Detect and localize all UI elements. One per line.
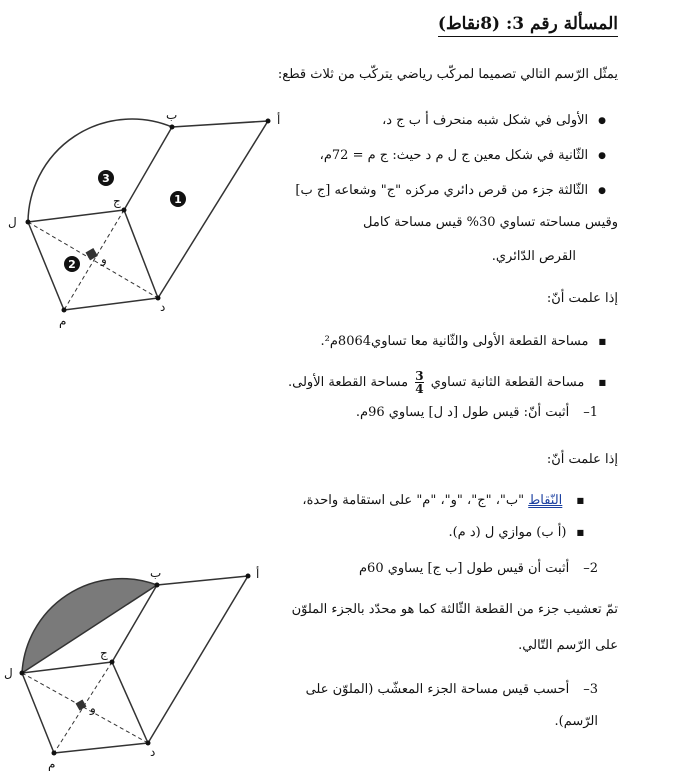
fraction: $\frac{3}{4}$ — [415, 369, 424, 396]
piece-3-item: ● الثّالثة جزء من قرص دائري مركزه "ج" وشعاعه [ج ب] — [295, 182, 606, 201]
fig2-ab — [157, 576, 248, 585]
fig1-lj — [28, 210, 124, 222]
fig1-diag-ld — [28, 222, 158, 298]
fig2-right-angle-mark — [76, 700, 87, 711]
fig2-label-w: و — [90, 701, 96, 715]
question-3-continuation: الرّسم). — [554, 714, 598, 729]
fig2-jd — [112, 662, 148, 743]
piece-3-continuation: وقيس مساحته تساوي 30% قيس مساحة كامل — [363, 215, 618, 230]
fig1-marker-1: 1 — [174, 193, 182, 206]
fig1-right-angle-mark — [86, 248, 98, 260]
fig1-label-m: م — [59, 314, 67, 328]
given-1-item-2: ■ مساحة القطعة الثانية تساوي $\frac{3}{4}$ مساحة القطعة الأولى. — [288, 370, 606, 395]
fig2-label-d: د — [150, 745, 156, 759]
fig2-label-l: ل — [4, 666, 13, 680]
fig2-ml — [22, 673, 54, 753]
fig1-bj — [124, 127, 172, 210]
fig1-label-l: ل — [8, 215, 17, 229]
question-1: 1–أثبت أنّ: قيس طول [د ل] يساوي 96م. — [355, 405, 598, 420]
given-2-label: إذا علمت أنّ: — [546, 452, 618, 467]
shading-description: تمّ تعشيب جزء من القطعة الثّالثة كما هو محدّد بالجزء الملوّن — [291, 602, 618, 617]
fig1-marker-2: 2 — [68, 258, 76, 271]
piece-3-continuation-2: القرص الدّائري. — [491, 249, 576, 264]
fig1-ad — [158, 121, 268, 298]
fig1-label-a: أ — [277, 113, 281, 127]
fig1-ab — [172, 121, 268, 127]
intro-text: يمثّل الرّسم التالي تصميما لمركّب رياضي يتركّب من ثلاث قطع: — [277, 67, 618, 82]
fig2-dm — [54, 743, 148, 753]
fig1-jd — [124, 210, 158, 298]
fig2-shaded-segment — [22, 579, 157, 673]
fig2-label-j: ج — [100, 646, 108, 660]
given-2-item-1: ■ النّقاط "ب"، "ج"، "و"، "م" على استقامة واحدة، — [302, 492, 584, 511]
fig2-label-m: م — [48, 757, 56, 771]
piece-2-item: ● الثّانية في شكل معين ج ل م د حيث: ج م = 72م، — [320, 147, 606, 166]
fig1-label-d: د — [160, 300, 166, 314]
figure-2 — [0, 566, 300, 771]
piece-1-item: ● الأولى في شكل شبه منحرف أ ب ج د، — [382, 112, 606, 131]
fig1-arc — [28, 119, 172, 222]
fig1-label-w: و — [101, 252, 107, 266]
fig1-label-j: ج — [113, 194, 121, 208]
page-title: المسألة رقم 3: (8نقاط) — [438, 14, 618, 37]
given-1-label: إذا علمت أنّ: — [546, 291, 618, 306]
fig2-label-a: أ — [256, 567, 260, 581]
fig2-label-b: ب — [150, 566, 162, 580]
question-2: 2–أثبت أن قيس طول [ب ج] يساوي 60م — [358, 561, 598, 576]
fig2-ad — [148, 576, 248, 743]
question-3: 3–أحسب قيس مساحة الجزء المعشّب (الملوّن على — [305, 682, 598, 697]
fig1-ml — [28, 222, 64, 310]
given-2-item-2: ■ (أ ب) موازي ل (د م). — [448, 524, 584, 543]
fig1-label-b: ب — [166, 108, 178, 122]
fig2-diag-ld — [22, 673, 148, 743]
fig1-marker-3: 3 — [102, 172, 110, 185]
figure-1 — [0, 0, 300, 330]
shading-description-2: على الرّسم التّالي. — [518, 638, 618, 653]
given-1-item-1: ■ مساحة القطعة الأولى والثّانية معا تساوي8064م². — [321, 333, 607, 352]
fig1-dm — [64, 298, 158, 310]
